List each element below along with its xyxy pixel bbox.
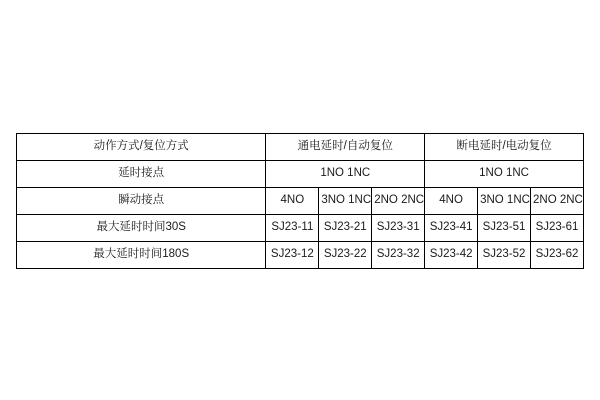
- cell-instant-contact-4: 4NO: [425, 188, 478, 215]
- table-row: [17, 215, 584, 242]
- table-row: [17, 134, 584, 161]
- cell-model-30s-4: SJ23-41: [425, 215, 478, 242]
- cell-delay-contact-right: 1NO 1NC: [425, 161, 584, 188]
- row-header-max-delay-180s: 最大延时时间180S: [17, 242, 266, 269]
- cell-model-30s-2: SJ23-21: [319, 215, 372, 242]
- cell-power-on-delay-auto-reset: 通电延时/自动复位: [266, 134, 425, 161]
- cell-model-180s-2: SJ23-22: [319, 242, 372, 269]
- cell-model-180s-3: SJ23-32: [372, 242, 425, 269]
- row-header-instant-contact: 瞬动接点: [17, 188, 266, 215]
- cell-model-180s-4: SJ23-42: [425, 242, 478, 269]
- cell-power-off-delay-electric-reset: 断电延时/电动复位: [425, 134, 584, 161]
- cell-model-30s-5: SJ23-51: [478, 215, 531, 242]
- cell-instant-contact-1: 4NO: [266, 188, 319, 215]
- table-row: [17, 188, 584, 215]
- cell-model-30s-3: SJ23-31: [372, 215, 425, 242]
- cell-model-180s-1: SJ23-12: [266, 242, 319, 269]
- table-row: [17, 161, 584, 188]
- cell-instant-contact-5: 3NO 1NC: [478, 188, 531, 215]
- spec-table-container: [16, 133, 584, 269]
- cell-delay-contact-left: 1NO 1NC: [266, 161, 425, 188]
- cell-model-180s-5: SJ23-52: [478, 242, 531, 269]
- table-row: [17, 242, 584, 269]
- cell-model-30s-1: SJ23-11: [266, 215, 319, 242]
- table-body: [17, 134, 584, 269]
- row-header-action-reset-mode: 动作方式/复位方式: [17, 134, 266, 161]
- cell-model-180s-6: SJ23-62: [531, 242, 584, 269]
- cell-instant-contact-3: 2NO 2NC: [372, 188, 425, 215]
- cell-model-30s-6: SJ23-61: [531, 215, 584, 242]
- cell-instant-contact-2: 3NO 1NC: [319, 188, 372, 215]
- row-header-max-delay-30s: 最大延时时间30S: [17, 215, 266, 242]
- cell-instant-contact-6: 2NO 2NC: [531, 188, 584, 215]
- row-header-delay-contact: 延时接点: [17, 161, 266, 188]
- relay-model-spec-table: [16, 133, 584, 269]
